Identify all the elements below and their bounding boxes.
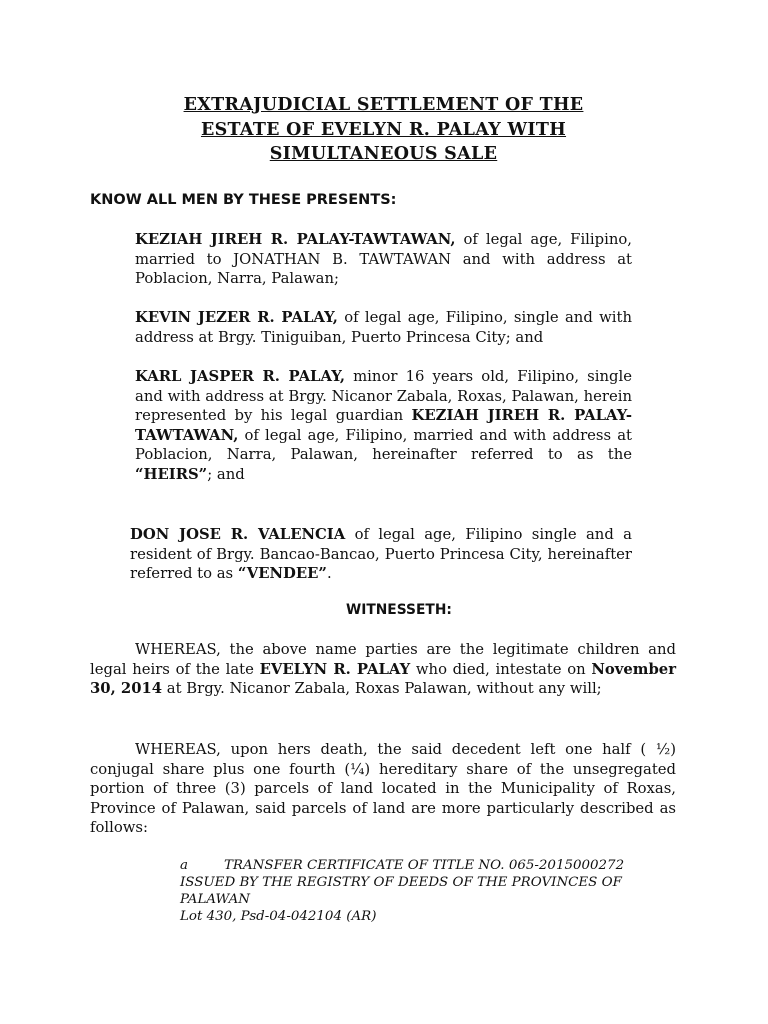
item-a-line-3: Lot 430, Psd-04-042104 (AR)	[180, 909, 377, 924]
party-3-text-3: ; and	[207, 465, 245, 483]
party-2-name: KEVIN JEZER R. PALAY,	[135, 309, 338, 326]
party-paragraph-1	[135, 230, 632, 289]
party-paragraph-3	[135, 367, 632, 485]
party-3-text-2: of legal age, Filipino, married and with address at Poblacion, Narra, Palawan, hereinafter referred to as the	[135, 426, 632, 464]
death-date: November 30, 2014	[90, 660, 677, 698]
item-a-line-1	[180, 857, 640, 874]
property-item-a	[180, 857, 640, 925]
title-line-3: SIMULTANEOUS SALE	[269, 144, 498, 164]
item-letter: a	[180, 858, 188, 873]
document-title	[150, 93, 617, 167]
party-3-text-1: minor 16 years old, Filipino, single and with address at Brgy. Nicanor Zabala, Roxas, Palawan, herein represented by his legal guardian	[135, 368, 633, 425]
whereas-1-text-3: at Brgy. Nicanor Zabala, Roxas Palawan, without any will;	[162, 680, 602, 698]
decedent-name: EVELYN R. PALAY	[259, 660, 411, 678]
heirs-label: “HEIRS”	[135, 465, 208, 483]
vendee-label: “VENDEE”	[237, 565, 327, 583]
title-line-1: EXTRAJUDICIAL SETTLEMENT OF THE	[183, 95, 584, 115]
party-paragraph-2	[135, 308, 632, 347]
intro-heading: KNOW ALL MEN BY THESE PRESENTS:	[90, 192, 397, 208]
party-3-guardian: KEZIAH JIREH R. PALAY-TAWTAWAN,	[135, 407, 632, 444]
whereas-1-text-2: who died, intestate on	[410, 660, 592, 678]
party-2-text: of legal age, Filipino, single and with address at Brgy. Tiniguiban, Puerto Princesa City; and	[135, 309, 632, 346]
item-a-line-2: ISSUED BY THE REGISTRY OF DEEDS OF THE PROVINCES OF PALAWAN	[180, 875, 622, 907]
whereas-1-text-1: WHEREAS, the above name parties are the legitimate children and legal heirs of the late	[90, 641, 676, 678]
whereas-paragraph-1	[90, 640, 676, 699]
party-1-text: of legal age, Filipino, married to JONATHAN B. TAWTAWAN and with address at Poblacion, Narra, Palawan;	[135, 231, 632, 288]
item-a-title: TRANSFER CERTIFICATE OF TITLE NO. 065-2015000272	[224, 858, 625, 873]
title-line-2: ESTATE OF EVELYN R. PALAY WITH	[200, 119, 567, 140]
whereas-paragraph-2: WHEREAS, upon hers death, the said decedent left one half ( ½) conjugal share plus one fourth (¼) hereditary share of the unsegregated portion of three (3) parcels of land located in the Municipality of Roxas, Province of Palawan, said parcels of land are more particularly described as follows:	[90, 741, 676, 837]
witnesseth-heading: WITNESSETH:	[346, 602, 452, 618]
vendee-text-2: .	[326, 565, 332, 583]
vendee-text-1: of legal age, Filipino single and a resident of Brgy. Bancao-Bancao, Puerto Princesa City, hereinafter referred to as	[130, 526, 632, 583]
vendee-paragraph	[130, 525, 632, 584]
party-1-name: KEZIAH JIREH R. PALAY-TAWTAWAN,	[135, 231, 456, 248]
vendee-name: DON JOSE R. VALENCIA	[130, 526, 346, 543]
party-3-name: KARL JASPER R. PALAY,	[135, 368, 346, 385]
